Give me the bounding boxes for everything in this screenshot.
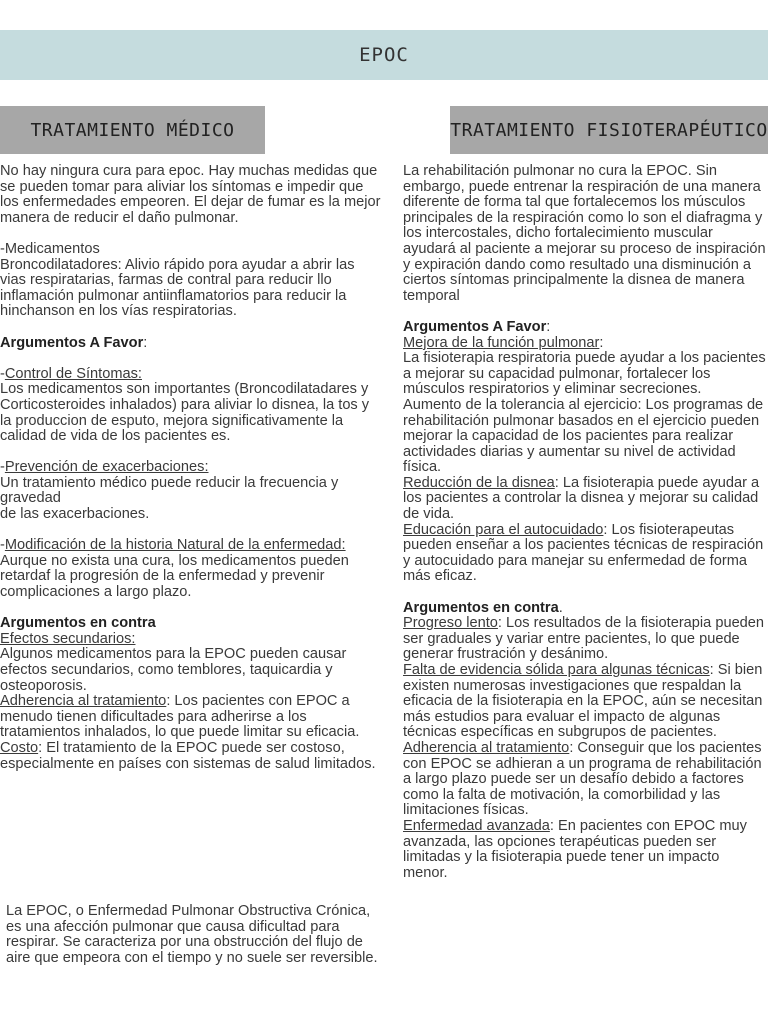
- cons-heading-left: Argumentos en contra: [0, 615, 156, 632]
- medications-title: -Medicamentos: [0, 240, 100, 257]
- medical-intro: No hay ningura cura para epoc. Hay muchas medidas que se pueden tomar para aliviar los síntomas e impedir que los enfermedades empeoren. El dejar de fumar es la mejor manera de reducir el daño pulmonar.: [0, 163, 381, 226]
- con-adherence: Adherencia al tratamiento: Los pacientes con EPOC a menudo tienen dificultades para adherirse a los tratamientos inhalados, lo que puede limitar su eficacia.: [0, 693, 360, 741]
- physio-treatment-heading: TRATAMIENTO FISIOTERAPÉUTICO: [450, 106, 768, 154]
- con-side-effects: Efectos secundarios:: [0, 630, 136, 647]
- con-side-effects-text: Algunos medicamentos para la EPOC pueden causar efectos secundarios, como temblores, taquicardia y osteoporosis.: [0, 646, 347, 694]
- pro-lung-function: Mejora de la función pulmonar:: [403, 334, 604, 351]
- pros-heading-right: Argumentos A Favor:: [403, 318, 551, 335]
- con-cost: Costo: El tratamiento de la EPOC puede ser costoso, especialmente en países con sistemas de salud limitados.: [0, 739, 376, 772]
- pros-heading-left: Argumentos A Favor:: [0, 334, 148, 351]
- epoc-definition-note: [6, 904, 388, 966]
- pro-symptom-control-text: Los medicamentos son importantes (Broncodilatadares y Corticosteroides inhalados) para aliviar lo disnea, la tos y la produccion de esputo, mejora significativamente la calidad de vida de los pacientes es.: [0, 381, 370, 445]
- pro-exacerbations: -Prevención de exacerbaciones:: [0, 459, 209, 476]
- pro-natural-history: -Modificación de la historia Natural de la enfermedad:: [0, 537, 346, 554]
- pro-symptom-control: -Control de Síntomas:: [0, 365, 142, 382]
- pro-exacerbations-text-a: Un tratamiento médico puede reducir la frecuencia y gravedad: [0, 474, 339, 507]
- physio-intro: La rehabilitación pulmonar no cura la EPOC. Sin embargo, puede entrenar la respiración de una manera diferente de forma tal que fortalecemos los músculos principales de la respiración como lo son el diafragma y los intercostales, dicho fortalecimiento muscular ayudará al paciente a mejorar su proceso de inspiración y expiración dando como resultado una disminución a ciertos síntomas principalmente la disnea de manera temporal: [403, 163, 766, 304]
- pro-natural-history-text: Aurque no exista una cura, los medicamentos pueden retardaf la progresión de la enfermedad y prevenir complicaciones a largo plazo.: [0, 552, 349, 601]
- con-adherence-physio: Adherencia al tratamiento: Conseguir que los pacientes con EPOC se adhieran a un programa de rehabilitación a largo plazo puede ser un desafío debido a factores como la falta de motivación, la comorbilidad y las limitaciones físicas.: [403, 739, 762, 819]
- title-band: [0, 30, 768, 80]
- pro-exacerbations-text-b: de las exacerbaciones.: [0, 506, 150, 523]
- medical-treatment-heading: TRATAMIENTO MÉDICO: [0, 106, 265, 154]
- page-title: EPOC: [359, 44, 409, 66]
- con-advanced-disease: Enfermedad avanzada: En pacientes con EPOC muy avanzada, las opciones terapéuticas pueden ser limitadas y la fisioterapia puede tener un impacto menor.: [403, 817, 747, 881]
- physio-treatment-column: [403, 164, 768, 881]
- con-evidence: Falta de evidencia sólida para algunas técnicas: Si bien existen numerosas investigaciones que respaldan la eficacia de la fisioterapia en la EPOC, aún se necesitan más estudios para evaluar el impacto de algunas técnicas específicas en subgrupos de pacientes.: [403, 662, 763, 741]
- medications-text: Broncodilatadores: Alivio rápido pora ayudar a abrir las vias respiratarias, farmas de contral para reducir llo inflamación pulmonar antiinflamatorios para reducir la hinchanson en los vías respiratorias.: [0, 256, 355, 320]
- pro-self-care: Educación para el autocuidado: Los fisioterapeutas pueden enseñar a los pacientes técnicas de respiración y autocuidado para manejar su enfermedad de forma más eficaz.: [403, 521, 764, 585]
- pro-exercise-tolerance: Aumento de la tolerancia al ejercicio: Los programas de rehabilitación pulmonar basados en el ejercicio pueden mejorar la capacidad de los pacientes para realizar actividades diarias y aumentar su nivel de actividad física.: [403, 396, 764, 476]
- medical-treatment-column: [0, 164, 384, 772]
- pro-dyspnea: Reducción de la disnea: La fisioterapia puede ayudar a los pacientes a controlar la disnea y mejorar su calidad de vida.: [403, 474, 760, 523]
- pro-lung-function-text: La fisioterapia respiratoria puede ayudar a los pacientes a mejorar su capacidad pulmonar, fortalecer los músculos respiratorios y eliminar secreciones.: [403, 350, 766, 398]
- con-slow-progress: Progreso lento: Los resultados de la fisioterapia pueden ser graduales y variar entre pacientes, lo que puede generar frustración y desánimo.: [403, 615, 765, 663]
- cons-heading-right: Argumentos en contra.: [403, 599, 563, 616]
- epoc-definition-text: La EPOC, o Enfermedad Pulmonar Obstructiva Crónica, es una afección pulmonar que causa dificultad para respirar. Se caracteriza por una obstrucción del flujo de aire que empeora con el tiempo y no suele ser reversible.: [6, 903, 378, 966]
